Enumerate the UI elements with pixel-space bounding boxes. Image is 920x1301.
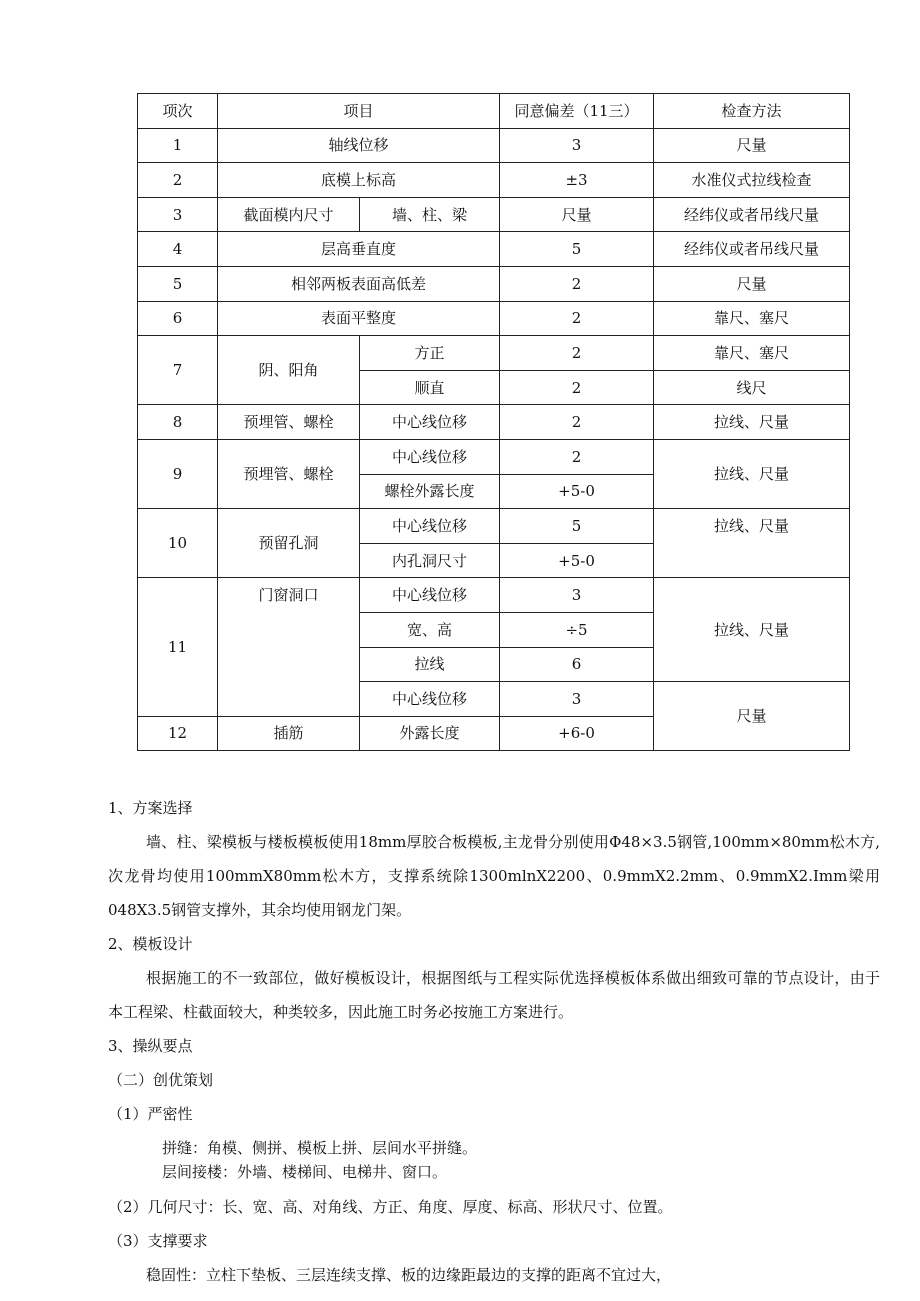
cell-method: 水准仪式拉线检查 [654,163,850,198]
paragraph: 墙、柱、梁模板与楼板模板使用18mm厚胶合板模板,主龙骨分别使用Φ48×3.5钢管,100mm×80mm松木方,次龙骨均使用100mmX80mm松木方，支撑系统除1300mlnX2200、0.9mmX2.2mm、0.9mmX2.Imm梁用048X3.5钢管支撑外，其余均使用钢龙门架。 [108,833,880,919]
cell-method: 经纬仪或者吊线尺量 [654,197,850,232]
cell-no: 8 [138,405,218,440]
list-item: 层间接楼：外墙、楼梯间、电梯井、窗口。 [162,1163,448,1181]
cell-method: 拉线、尺量 [654,509,850,578]
cell-tolerance: 尺量 [500,197,654,232]
cell-subitem: 宽、高 [360,612,500,647]
paragraph: 稳固性：立柱下垫板、三层连续支撑、板的边缘距最边的支撑的距离不宜过大， [146,1266,672,1284]
cell-subitem: 螺栓外露长度 [360,474,500,509]
cell-tolerance: +6-0 [500,716,654,751]
list-item: 拼缝：角模、侧拼、模板上拼、层间水平拼缝。 [162,1139,478,1157]
cell-tolerance: 2 [500,266,654,301]
cell-subitem: 外露长度 [360,716,500,751]
cell-no: 6 [138,301,218,336]
cell-tolerance: 5 [500,509,654,544]
cell-tolerance: +5-0 [500,474,654,509]
table-row [138,128,850,163]
cell-no: 12 [138,716,218,751]
cell-item: 门窗洞口 [218,578,360,716]
cell-method: 靠尺、塞尺 [654,336,850,371]
cell-tolerance: 6 [500,647,654,682]
cell-subitem: 中心线位移 [360,439,500,474]
cell-subitem: 方正 [360,336,500,371]
table-row [138,405,850,440]
cell-method: 拉线、尺量 [654,578,850,682]
subsection-heading: （1）严密性 [108,1105,193,1123]
cell-item: 阴、阳角 [218,336,360,405]
cell-no: 2 [138,163,218,198]
table-row [138,266,850,301]
table-row [138,232,850,267]
body-text [108,791,880,1292]
cell-item: 预埋管、螺栓 [218,405,360,440]
cell-item: 底模上标高 [218,163,500,198]
cell-item: 层高垂直度 [218,232,500,267]
cell-item: 轴线位移 [218,128,500,163]
subsection-heading: （二）创优策划 [108,1071,214,1089]
cell-subitem: 拉线 [360,647,500,682]
cell-item: 预留孔洞 [218,509,360,578]
table-row [138,509,850,544]
cell-method: 经纬仪或者吊线尺量 [654,232,850,267]
cell-subitem: 墙、柱、梁 [360,197,500,232]
cell-tolerance: 2 [500,336,654,371]
cell-subitem: 中心线位移 [360,509,500,544]
cell-method: 线尺 [654,370,850,405]
cell-no: 7 [138,336,218,405]
cell-item: 表面平整度 [218,301,500,336]
table-row [138,578,850,613]
header-no: 项次 [138,94,218,129]
header-method: 检查方法 [654,94,850,129]
cell-tolerance: 3 [500,128,654,163]
table-row [138,439,850,474]
cell-method: 尺量 [654,266,850,301]
cell-item: 预埋管、螺栓 [218,439,360,508]
section-heading: 2、模板设计 [108,935,193,953]
cell-no: 10 [138,509,218,578]
header-item: 项目 [218,94,500,129]
cell-subitem: 内孔洞尺寸 [360,543,500,578]
subsection-heading: （2）几何尺寸：长、宽、高、对角线、方正、角度、厚度、标高、形状尺寸、位置。 [108,1198,673,1216]
cell-item: 截面模内尺寸 [218,197,360,232]
cell-method: 靠尺、塞尺 [654,301,850,336]
table-row [138,336,850,371]
table-row [138,163,850,198]
cell-no: 1 [138,128,218,163]
tolerance-table [137,93,850,751]
cell-tolerance: 5 [500,232,654,267]
cell-no: 3 [138,197,218,232]
section-heading: 3、操纵要点 [108,1037,193,1055]
table-header-row [138,94,850,129]
cell-no: 9 [138,439,218,508]
table-row [138,301,850,336]
cell-subitem: 中心线位移 [360,578,500,613]
cell-method: 拉线、尺量 [654,439,850,508]
table-row [138,197,850,232]
cell-no: 4 [138,232,218,267]
cell-method: 拉线、尺量 [654,405,850,440]
cell-subitem: 中心线位移 [360,682,500,717]
cell-tolerance: 3 [500,682,654,717]
cell-tolerance: 2 [500,301,654,336]
cell-tolerance: 3 [500,578,654,613]
cell-no: 5 [138,266,218,301]
cell-tolerance: 2 [500,405,654,440]
paragraph: 根据施工的不一致部位，做好模板设计，根据图纸与工程实际优选择模板体系做出细致可靠的节点设计，由于本工程梁、柱截面较大，种类较多，因此施工时务必按施工方案进行。 [108,969,880,1021]
header-tolerance: 同意偏差（11三） [500,94,654,129]
cell-tolerance: 2 [500,439,654,474]
cell-subitem: 中心线位移 [360,405,500,440]
cell-item: 相邻两板表面高低差 [218,266,500,301]
cell-subitem: 顺直 [360,370,500,405]
cell-item: 插筋 [218,716,360,751]
cell-tolerance: 2 [500,370,654,405]
cell-no: 11 [138,578,218,716]
cell-method: 尺量 [654,128,850,163]
cell-method: 尺量 [654,682,850,751]
cell-tolerance: ÷5 [500,612,654,647]
subsection-heading: （3）支撑要求 [108,1232,208,1250]
cell-tolerance: +5-0 [500,543,654,578]
section-heading: 1、方案选择 [108,799,193,817]
cell-tolerance: ±3 [500,163,654,198]
